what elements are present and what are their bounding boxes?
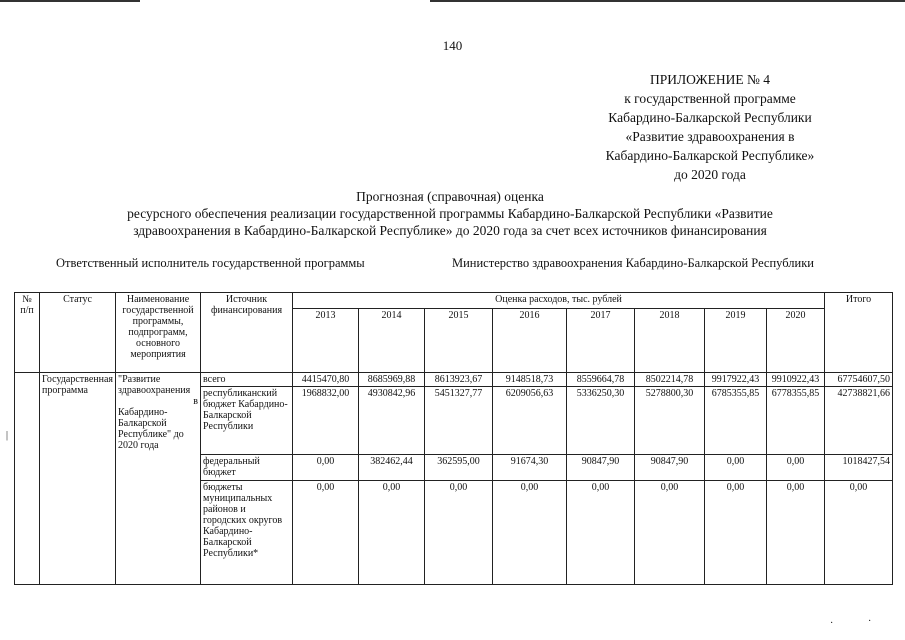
scan-edge-left [0, 0, 140, 2]
header-year: 2019 [705, 309, 767, 373]
total-cell: 42738821,66 [825, 387, 893, 455]
appendix-line: «Развитие здравоохранения в [625, 129, 795, 144]
value-cell: 6785355,85 [705, 387, 767, 455]
value-cell: 8502214,78 [635, 373, 705, 387]
appendix-line: ПРИЛОЖЕНИЕ № 4 [649, 72, 771, 87]
appendix-line: Кабардино-Балкарской Республике» [605, 148, 815, 163]
value-cell: 9910922,43 [767, 373, 825, 387]
heading-line: здравоохранения в Кабардино-Балкарской Республике» до 2020 года за счет всех источников финансирования [133, 223, 767, 238]
value-cell: 0,00 [293, 481, 359, 585]
responsible-label: Ответственный исполнитель государственной программы [56, 256, 365, 270]
scan-edge-right [430, 0, 905, 2]
header-year: 2016 [493, 309, 567, 373]
value-cell: 0,00 [767, 455, 825, 481]
value-cell: 1968832,00 [293, 387, 359, 455]
total-cell: 67754607,50 [825, 373, 893, 387]
source-cell: бюджеты муниципальных районов и городских округов Кабардино-Балкарской Республики* [201, 481, 293, 585]
header-year: 2017 [567, 309, 635, 373]
header-year: 2014 [359, 309, 425, 373]
value-cell: 0,00 [767, 481, 825, 585]
appendix-line: к государственной программе [624, 91, 796, 106]
program-name-in: в [193, 396, 199, 407]
value-cell: 8685969,88 [359, 373, 425, 387]
program-name-line: "Развитие здравоохранения [118, 374, 191, 396]
appendix-block [560, 70, 860, 184]
value-cell: 0,00 [567, 481, 635, 585]
table-row [15, 373, 893, 387]
value-cell: 4930842,96 [359, 387, 425, 455]
program-name-rest: Кабардино-Балкарской Республике" до 2020 года [118, 407, 184, 451]
header-year: 2013 [293, 309, 359, 373]
status-cell: Государственная программа [40, 373, 116, 585]
header-year: 2020 [767, 309, 825, 373]
header-estimate: Оценка расходов, тыс. рублей [293, 293, 825, 309]
value-cell: 5336250,30 [567, 387, 635, 455]
header-source: Источник финансирования [201, 293, 293, 373]
header-name: Наименование государственной программы, подпрограмм, основного мероприятия [116, 293, 201, 373]
value-cell: 382462,44 [359, 455, 425, 481]
page-number: 140 [442, 38, 463, 53]
header-status: Статус [40, 293, 116, 373]
value-cell: 6209056,63 [493, 387, 567, 455]
value-cell: 0,00 [359, 481, 425, 585]
source-cell: федеральный бюджет [201, 455, 293, 481]
source-cell: республиканский бюджет Кабардино-Балкарской Республики [201, 387, 293, 455]
scan-speck: | [6, 430, 9, 441]
value-cell: 0,00 [293, 455, 359, 481]
value-cell: 362595,00 [425, 455, 493, 481]
resource-table [14, 292, 893, 585]
total-cell: 1018427,54 [825, 455, 893, 481]
value-cell: 0,00 [705, 455, 767, 481]
source-cell: всего [201, 373, 293, 387]
heading-line: ресурсного обеспечения реализации государственной программы Кабардино-Балкарской Республики «Развитие [127, 206, 773, 221]
value-cell: 0,00 [493, 481, 567, 585]
value-cell: 8613923,67 [425, 373, 493, 387]
value-cell: 4415470,80 [293, 373, 359, 387]
header-year: 2015 [425, 309, 493, 373]
scan-speck: · [868, 616, 872, 627]
responsible-value: Министерство здравоохранения Кабардино-Балкарской Республики [452, 256, 814, 270]
header-total: Итого [825, 293, 893, 373]
appendix-line: Кабардино-Балкарской Республики [608, 110, 812, 125]
heading-line: Прогнозная (справочная) оценка [356, 189, 544, 204]
header-num: № п/п [15, 293, 40, 373]
appendix-line: до 2020 года [674, 167, 746, 182]
value-cell: 8559664,78 [567, 373, 635, 387]
program-name-cell [116, 373, 201, 585]
value-cell: 0,00 [705, 481, 767, 585]
total-cell: 0,00 [825, 481, 893, 585]
value-cell: 5278800,30 [635, 387, 705, 455]
value-cell: 9148518,73 [493, 373, 567, 387]
value-cell: 0,00 [635, 481, 705, 585]
value-cell: 90847,90 [567, 455, 635, 481]
row-num-cell [15, 373, 40, 585]
header-year: 2018 [635, 309, 705, 373]
scan-speck: · [830, 618, 834, 629]
value-cell: 6778355,85 [767, 387, 825, 455]
value-cell: 0,00 [425, 481, 493, 585]
value-cell: 5451327,77 [425, 387, 493, 455]
value-cell: 9917922,43 [705, 373, 767, 387]
value-cell: 91674,30 [493, 455, 567, 481]
document-heading [40, 188, 860, 239]
value-cell: 90847,90 [635, 455, 705, 481]
